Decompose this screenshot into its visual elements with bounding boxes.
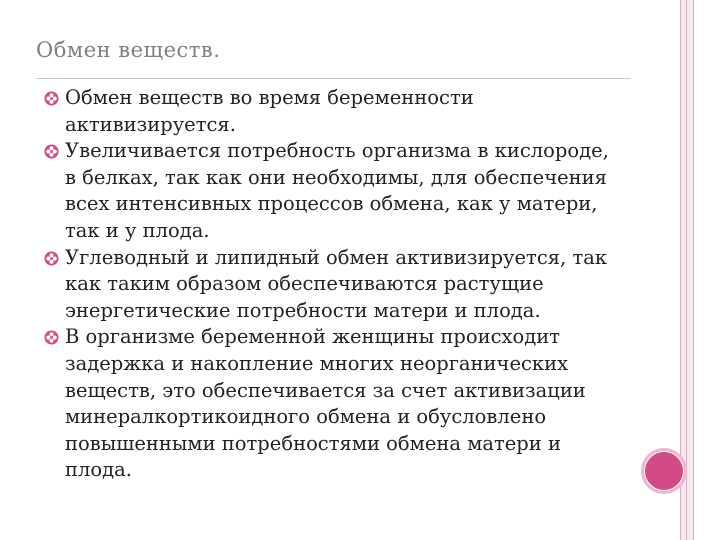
flower-bullet-icon (44, 330, 59, 345)
slide-title (36, 38, 220, 62)
bullet-text: В организме беременной женщины происходит задержка и накопление многих неорганических веществ, это обеспечивается за счет активизации минералкортикоидного обмена и обусловлено повышенными потребностями обмена матери и плода. (65, 325, 586, 482)
bullet-text: Углеводный и липидный обмен активизируется, так как таким образом обеспечиваются растущие энергетические потребности матери и плода. (65, 245, 608, 322)
decorative-circle-ring (644, 451, 684, 491)
title-divider (36, 78, 631, 79)
flower-bullet-icon (44, 144, 59, 159)
bullet-text: Увеличивается потребность организма в кислороде, в белках, так как они необходимы, для обеспечения всех интенсивных процессов обмена, как у матери, так и у плода. (65, 139, 609, 242)
right-decor-line (686, 0, 687, 540)
list-item (44, 138, 619, 244)
bullet-text: Обмен веществ во время беременности активизируется. (65, 86, 474, 136)
list-item (44, 245, 619, 325)
flower-bullet-icon (44, 91, 59, 106)
slide-title-text: Обмен веществ. (36, 38, 221, 62)
flower-bullet-icon (44, 251, 59, 266)
list-item (44, 324, 619, 484)
right-decor-line (693, 0, 694, 540)
bullet-list (44, 85, 619, 484)
list-item (44, 85, 619, 138)
